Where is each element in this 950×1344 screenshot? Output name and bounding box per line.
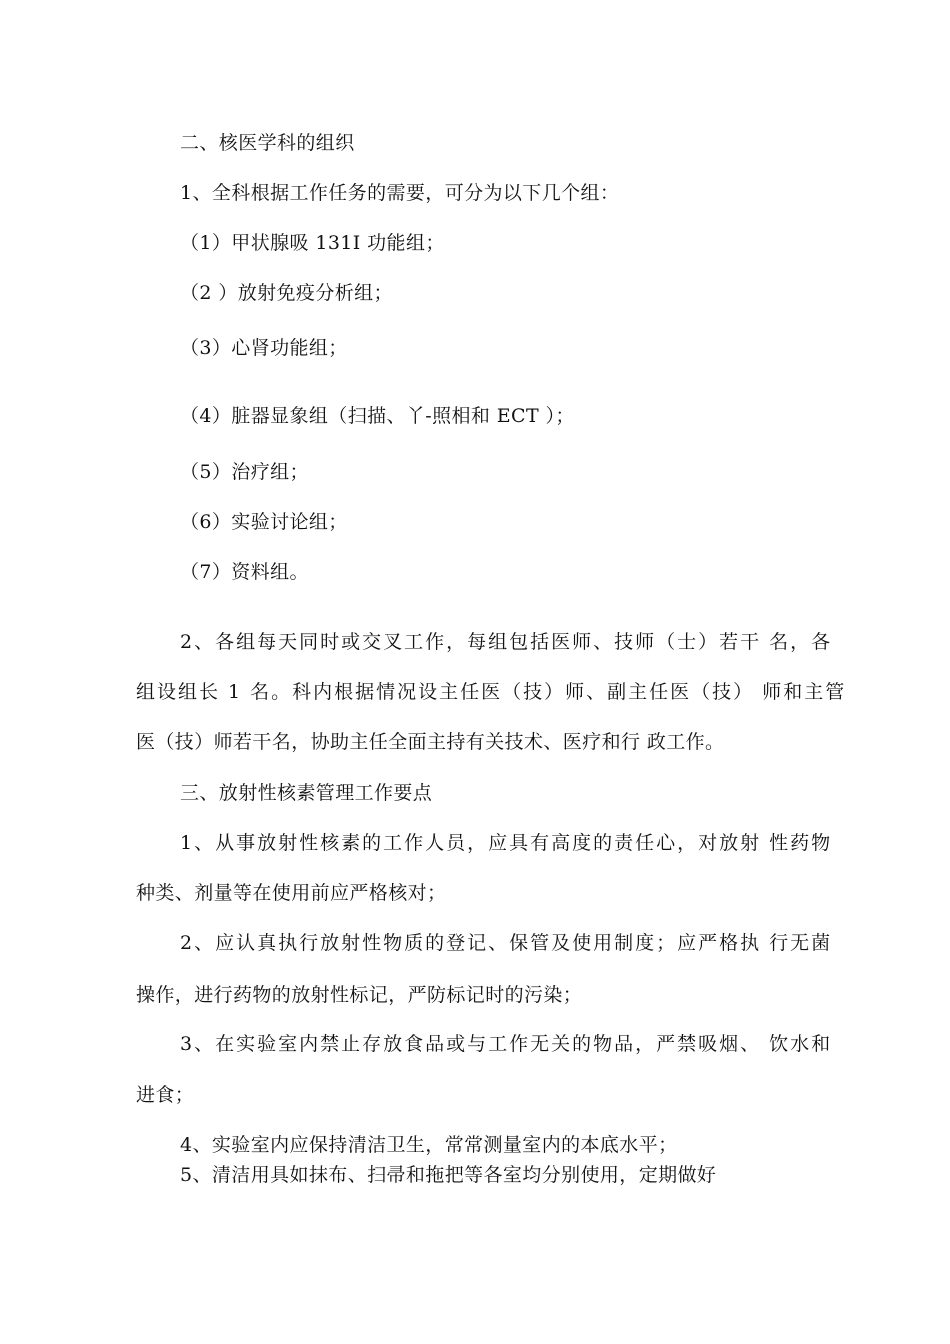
list-item-group-4: （4）脏器显象组（扫描、丫-照相和 ECT ）；	[180, 405, 575, 427]
paragraph-group-work-line-2: 组设组长 1 名。科内根据情况设主任医（技）师、副主任医（技） 师和主管	[136, 681, 847, 703]
paragraph-groups-intro: 1、全科根据工作任务的需要，可分为以下几个组：	[180, 182, 620, 204]
paragraph-point-2-line-2: 操作，进行药物的放射性标记，严防标记时的污染；	[136, 984, 583, 1006]
list-item-group-6: （6）实验讨论组；	[180, 511, 348, 533]
list-item-group-3: （3）心肾功能组；	[180, 337, 348, 359]
paragraph-point-3-line-1: 3、在实验室内禁止存放食品或与工作无关的物品，严禁吸烟、 饮水和	[180, 1033, 833, 1055]
section-heading-organization: 二、核医学科的组织	[180, 132, 355, 154]
list-item-group-7: （7）资料组。	[180, 561, 309, 583]
paragraph-point-1-line-1: 1、从事放射性核素的工作人员，应具有高度的责任心，对放射 性药物	[180, 832, 833, 854]
list-item-group-2: （2 ）放射免疫分析组；	[180, 282, 393, 304]
paragraph-point-3-line-2: 进食；	[136, 1084, 195, 1106]
list-item-group-1: （1）甲状腺吸 131I 功能组；	[180, 232, 445, 254]
paragraph-point-5: 5、清洁用具如抹布、扫帚和拖把等各室均分别使用，定期做好	[180, 1164, 717, 1186]
section-heading-radionuclide-management: 三、放射性核素管理工作要点	[180, 782, 433, 804]
list-item-group-5: （5）治疗组；	[180, 461, 309, 483]
paragraph-group-work-line-3: 医（技）师若干名，协助主任全面主持有关技术、医疗和行 政工作。	[136, 731, 725, 753]
paragraph-point-1-line-2: 种类、剂量等在使用前应严格核对；	[136, 882, 447, 904]
paragraph-point-4: 4、实验室内应保持清洁卫生，常常测量室内的本底水平；	[180, 1134, 678, 1156]
paragraph-group-work-line-1: 2、各组每天同时或交叉工作，每组包括医师、技师（士）若干 名，各	[180, 631, 833, 653]
paragraph-point-2-line-1: 2、应认真执行放射性物质的登记、保管及使用制度；应严格执 行无菌	[180, 932, 833, 954]
